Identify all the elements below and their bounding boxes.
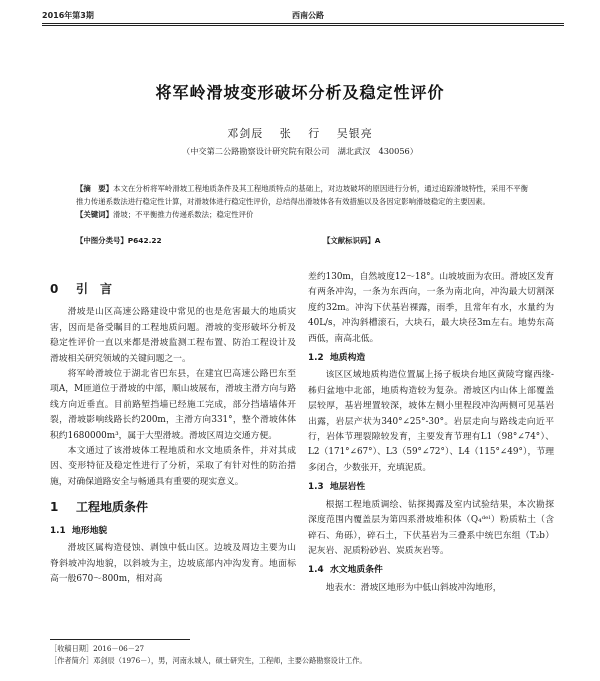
subsection-heading xyxy=(50,524,296,539)
header-rule xyxy=(42,23,564,24)
abstract-text: 本文在分析将军岭滑坡工程地质条件及其工程地质特点的基础上，对边坡破坏的原因进行分析，通过追踪滑坡特性，采用不平衡推力传递系数法进行稳定性计算，对滑坡体进行稳定性评价，总结得出滑坡体各有效措施以及各因定影响滑坡稳定的主要因素。 xyxy=(76,184,528,207)
abstract-block xyxy=(76,182,528,222)
subsection-number: 1.4 xyxy=(308,565,324,576)
paragraph: 差约130m，自然坡度12～18°。山坡坡面为农田。滑坡区发育有两条冲沟，一条为东西向，一条为南北向，冲沟最大切割深度约32m。冲沟下伏基岩裸露，雨季，且常年有水，水量约为40L/s，冲沟斜槽滚石，大块石，最大块径3m左右。地势东高西低，南高北低。 xyxy=(308,272,554,344)
footnotes xyxy=(50,643,550,667)
subsection-number: 1.1 xyxy=(50,525,66,536)
subsection-title: 地质构造 xyxy=(330,353,366,364)
doc-code-label: 【文献标识码】 xyxy=(323,236,375,245)
section-number: 1 xyxy=(50,500,59,515)
affiliation: （中交第二公路勘察设计研究院有限公司 湖北武汉 430056） xyxy=(182,146,418,156)
running-header xyxy=(42,6,564,22)
paragraph: 本文通过了该滑坡体工程地质和水文地质条件，并对其成因、变形特征及稳定性进行了分析，采取了有针对性的防治措施，对确保道路安全与畅通具有重要的现实意义。 xyxy=(50,446,296,487)
authors: 邓剑辰 张 行 吴银亮 xyxy=(227,127,373,140)
subsection-number: 1.3 xyxy=(308,482,324,493)
paper-title: 将军岭滑坡变形破坏分析及稳定性评价 xyxy=(155,83,445,102)
header-rule-thin xyxy=(42,25,564,26)
paragraph: 滑坡区属构造侵蚀、剥蚀中低山区。边坡及周边主要为山脊斜坡冲沟地貌，以斜坡为主，边坡底部内冲沟发育。地面标高一般670～800m，相对高 xyxy=(50,543,296,584)
keywords xyxy=(76,208,528,221)
issue-label: 2016年第3期 xyxy=(42,11,94,20)
right-column xyxy=(308,270,554,596)
subsection-title: 地层岩性 xyxy=(330,482,366,493)
paragraph: 该区区域地质构造位置属上扬子板块台地区黄陵穹窿西缘-秭归盆地中北部，地质构造较为复杂。滑坡区内山体上部覆盖层较厚，基岩埋置较深，坡体左侧小里程段冲沟两侧可见基岩出露，岩层产状为340°∠25°-30°。岩层走向与路线走向近平行，岩体节理裂隙较发育，主要发育节理有L1（98°∠74°）、L2（171°∠67°）、L3（59°∠72°）、L4（115°∠49°），节理多闭合，少数张开，充填泥质。 xyxy=(308,370,554,473)
section-title: 工程地质条件 xyxy=(76,500,149,515)
footnote-rule xyxy=(50,639,190,640)
abstract-label: 【摘 要】 xyxy=(76,184,114,193)
subsection-title: 地形地貌 xyxy=(72,525,108,536)
clc-label: 【中图分类号】 xyxy=(76,236,128,245)
subsection-heading xyxy=(308,351,554,366)
subsection-title: 水文地质条件 xyxy=(330,565,383,576)
keywords-text: 滑坡；不平衡推力传递系数法；稳定性评价 xyxy=(112,210,254,220)
received-date: ［收稿日期］2016－06－27 xyxy=(50,644,145,653)
section-title: 引 言 xyxy=(76,282,113,296)
section-heading-intro xyxy=(50,282,296,297)
abstract xyxy=(76,182,528,208)
paragraph: 根据工程地质调绘、钻探揭露及室内试验结果，本次勘探深度范围内覆盖层为第四系滑坡堆积体（Q₄ᵈᵉˡ）粉质粘土（含碎石、角砾），碎石土，下伏基岩为三叠系中统巴东组（T₂b）泥灰岩、泥质粉砂岩、炭质灰岩等。 xyxy=(308,499,554,556)
paragraph: 将军岭滑坡位于湖北省巴东县，在建宜巴高速公路巴东至项A，M匝道位于滑坡的中部，顺山坡展布，滑坡主滑方向与路线方向近垂直。目前路堑挡墙已经施工完成，部分挡墙墙体开裂，滑坡影响线路长约200m，主滑方向331°，整个滑坡体体积约1680000m³，属于大型滑坡。滑坡区周边交通方便。 xyxy=(50,369,296,441)
subsection-number: 1.2 xyxy=(308,353,324,364)
doc-code-value: A xyxy=(374,236,381,245)
clc-number xyxy=(76,235,162,246)
document-code xyxy=(323,235,380,246)
section-number: 0 xyxy=(50,282,59,296)
left-column xyxy=(50,272,296,587)
keywords-label: 【关键词】 xyxy=(76,210,113,220)
author-bio: ［作者简介］邓剑辰（1976－），男，河南永城人，硕士研究生，工程师，主要公路勘察设计工作。 xyxy=(50,656,367,665)
subsection-heading xyxy=(308,563,554,578)
subsection-heading xyxy=(308,480,554,495)
clc-value: P642.22 xyxy=(127,236,162,245)
paragraph: 滑坡是山区高速公路建设中常见的也是危害最大的地质灾害，因而是备受瞩目的工程地质问题。滑坡的变形破坏分析及稳定性评价一直以来都是滑坡监测工程布置、防治工程设计及滑坡相关研究领域的关键问题之一。 xyxy=(50,307,296,364)
journal-name: 西南公路 xyxy=(292,10,324,20)
paragraph: 地表水：滑坡区地形为中低山斜坡冲沟地形， xyxy=(325,582,502,593)
section-heading-geology xyxy=(50,500,296,515)
